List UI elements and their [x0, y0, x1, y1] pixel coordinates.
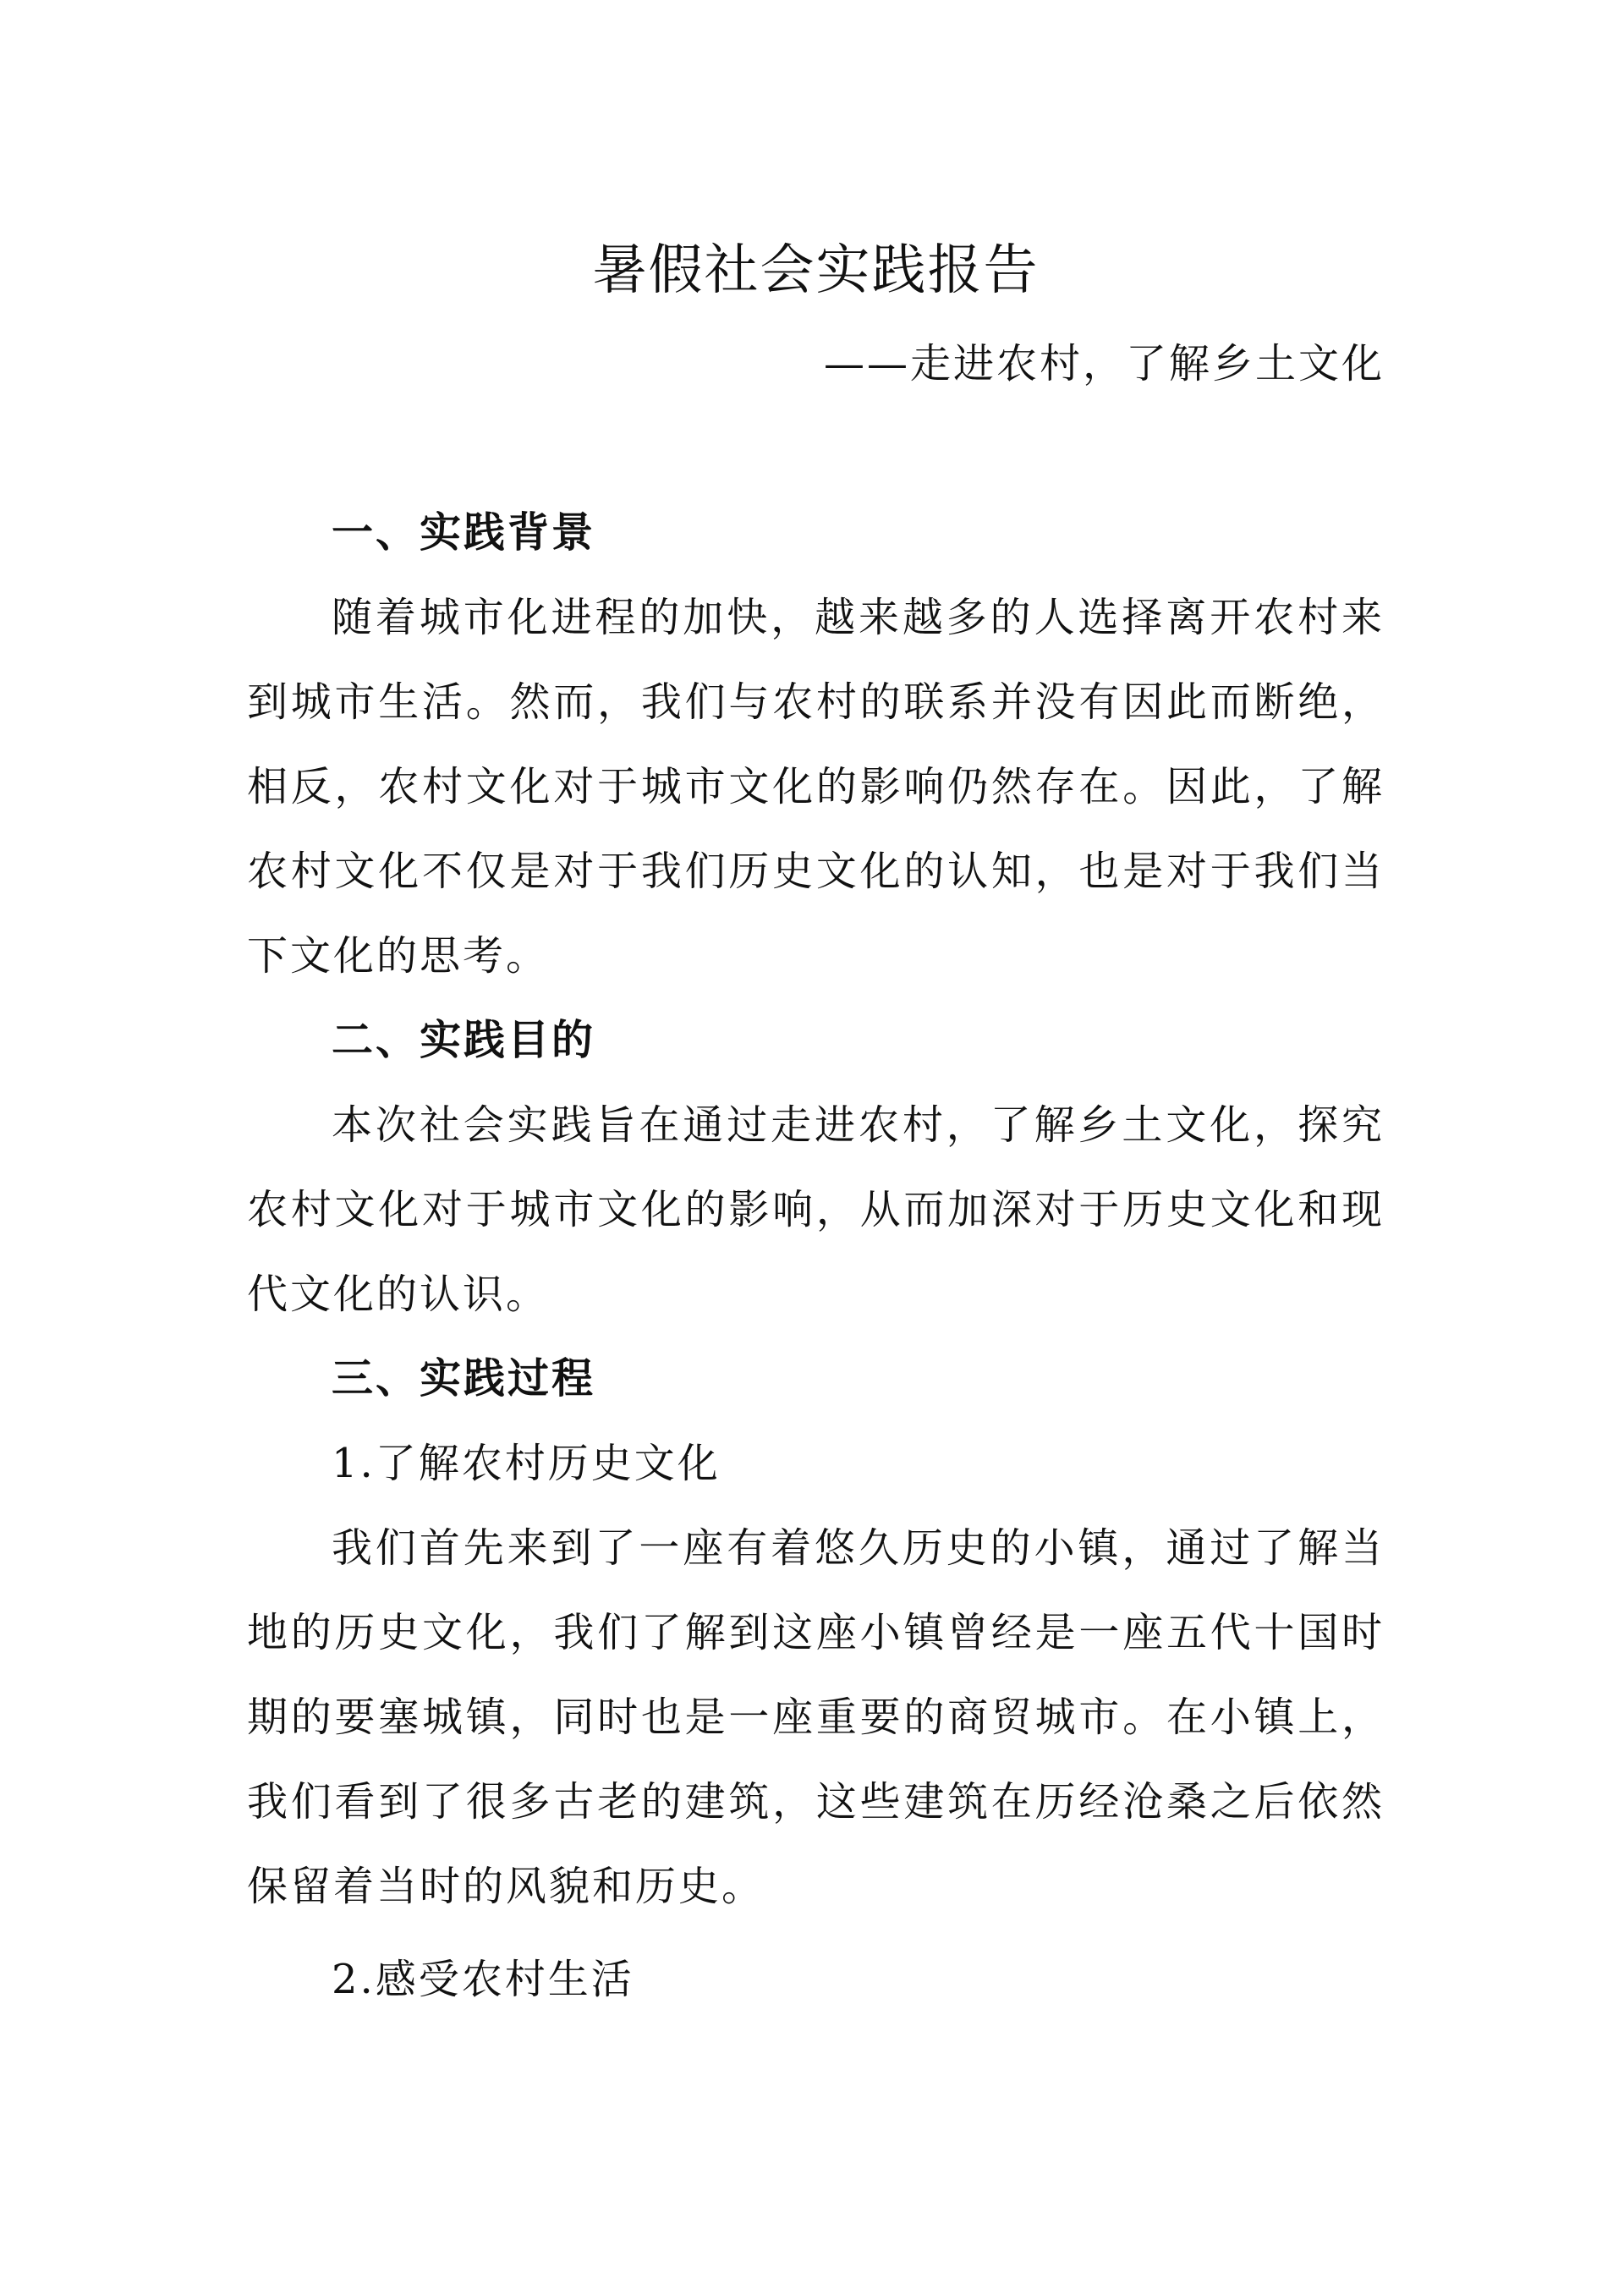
section-paragraph-process: 我们首先来到了一座有着悠久历史的小镇，通过了解当地的历史文化，我们了解到这座小镇曾经是一座五代十国时期的要塞城镇，同时也是一座重要的商贸城市。在小镇上，我们看到了很多古老的建筑，这些建筑在历经沧桑之后依然保留着当时的风貌和历史。 — [247, 1524, 1385, 1910]
document-subtitle: ——走进农村，了解乡土文化 — [823, 340, 1385, 387]
document-body — [247, 220, 1385, 2022]
document-title: 暑假社会实践报告 — [592, 239, 1040, 302]
subheading-rural-life: 2.感受农村生活 — [332, 1956, 634, 2003]
subheading-history-culture: 1.了解农村历史文化 — [332, 1440, 721, 1487]
paragraph-gap — [247, 1929, 1385, 1937]
section-paragraph-background: 随着城市化进程的加快，越来越多的人选择离开农村来到城市生活。然而，我们与农村的联系并没有因此而断绝，相反，农村文化对于城市文化的影响仍然存在。因此，了解农村文化不仅是对于我们历史文化的认知，也是对于我们当下文化的思考。 — [247, 594, 1385, 980]
section-heading-process: 三、实践过程 — [332, 1354, 596, 1403]
section-paragraph-purpose: 本次社会实践旨在通过走进农村，了解乡土文化，探究农村文化对于城市文化的影响，从而加深对于历史文化和现代文化的认识。 — [247, 1101, 1385, 1318]
section-heading-purpose: 二、实践目的 — [332, 1016, 596, 1064]
title-spacer — [247, 406, 1385, 491]
section-heading-background: 一、实践背景 — [332, 508, 596, 557]
